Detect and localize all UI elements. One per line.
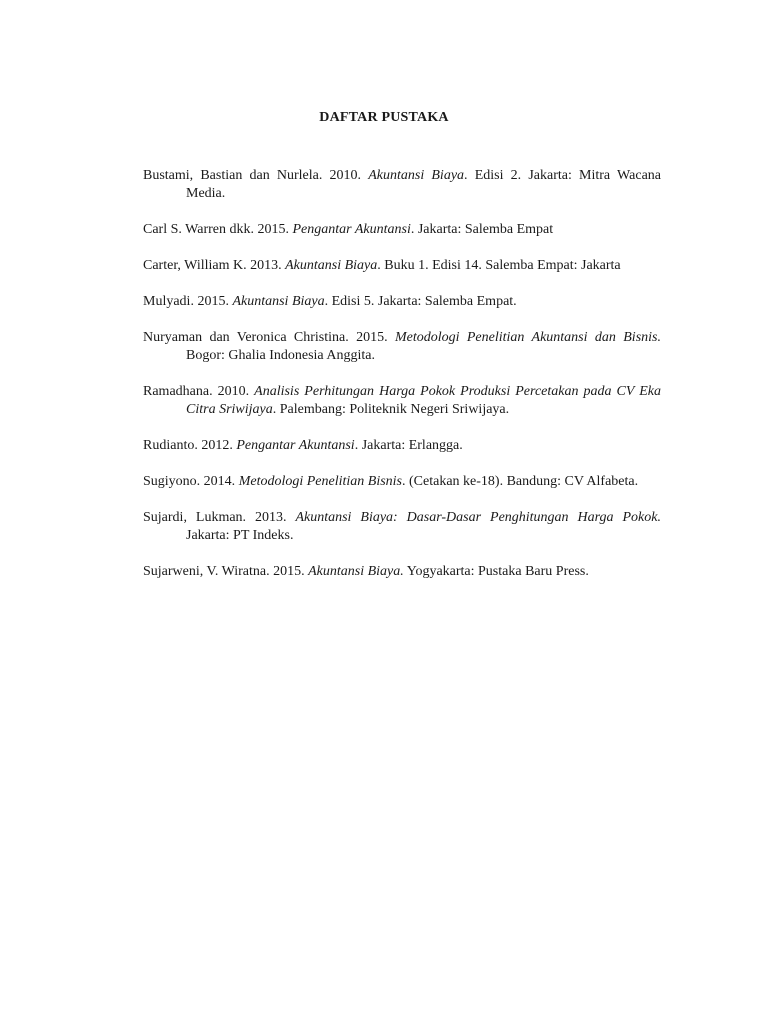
reference-authors-year: Mulyadi. 2015. <box>143 294 233 309</box>
reference-publication: . Edisi 2. Jakarta: Mitra Wacana Media. <box>186 168 662 201</box>
reference-authors-year: Ramadhana. 2010. <box>143 384 255 399</box>
reference-title: Analisis Perhitungan Harga Pokok Produksi Percetakan pada CV Eka Citra Sriwijaya <box>186 384 661 417</box>
reference-publication: Jakarta: PT Indeks. <box>186 528 294 543</box>
reference-item <box>143 473 661 491</box>
reference-title: Akuntansi Biaya. <box>308 564 404 579</box>
reference-publication: . Edisi 5. Jakarta: Salemba Empat. <box>324 294 517 309</box>
reference-authors-year: Rudianto. 2012. <box>143 438 237 453</box>
reference-publication: . Buku 1. Edisi 14. Salemba Empat: Jakarta <box>377 258 621 273</box>
reference-title: Pengantar Akuntansi <box>292 222 411 237</box>
reference-publication: Bogor: Ghalia Indonesia Anggita. <box>186 348 375 363</box>
reference-title: Akuntansi Biaya <box>232 294 325 309</box>
reference-publication: Yogyakarta: Pustaka Baru Press. <box>403 564 589 579</box>
reference-publication: . Palembang: Politeknik Negeri Sriwijaya. <box>272 402 510 417</box>
reference-title: Akuntansi Biaya <box>285 258 378 273</box>
reference-title: Pengantar Akuntansi <box>236 438 355 453</box>
reference-item <box>143 329 661 365</box>
reference-item <box>143 383 661 419</box>
reference-item <box>143 437 661 455</box>
reference-publication: . Jakarta: Erlangga. <box>354 438 463 453</box>
reference-authors-year: Sujarweni, V. Wiratna. 2015. <box>143 564 309 579</box>
reference-publication: . Jakarta: Salemba Empat <box>410 222 554 237</box>
reference-authors-year: Carter, William K. 2013. <box>143 258 286 273</box>
reference-item <box>143 293 661 311</box>
reference-list <box>143 167 661 599</box>
reference-item <box>143 257 661 275</box>
reference-publication: . (Cetakan ke-18). Bandung: CV Alfabeta. <box>402 474 639 489</box>
reference-title: Akuntansi Biaya <box>368 168 465 183</box>
reference-authors-year: Carl S. Warren dkk. 2015. <box>143 222 293 237</box>
reference-item <box>143 221 661 239</box>
reference-authors-year: Sugiyono. 2014. <box>143 474 239 489</box>
reference-authors-year: Bustami, Bastian dan Nurlela. 2010. <box>143 168 369 183</box>
reference-title: Metodologi Penelitian Akuntansi dan Bisnis. <box>394 330 661 345</box>
reference-item <box>143 563 661 581</box>
reference-authors-year: Nuryaman dan Veronica Christina. 2015. <box>143 330 395 345</box>
reference-item <box>143 167 661 203</box>
reference-item <box>143 509 661 545</box>
reference-authors-year: Sujardi, Lukman. 2013. <box>143 510 296 525</box>
reference-title: Akuntansi Biaya: Dasar-Dasar Penghitungan Harga Pokok. <box>295 510 661 525</box>
reference-title: Metodologi Penelitian Bisnis <box>238 474 402 489</box>
page-title: DAFTAR PUSTAKA <box>319 110 449 125</box>
